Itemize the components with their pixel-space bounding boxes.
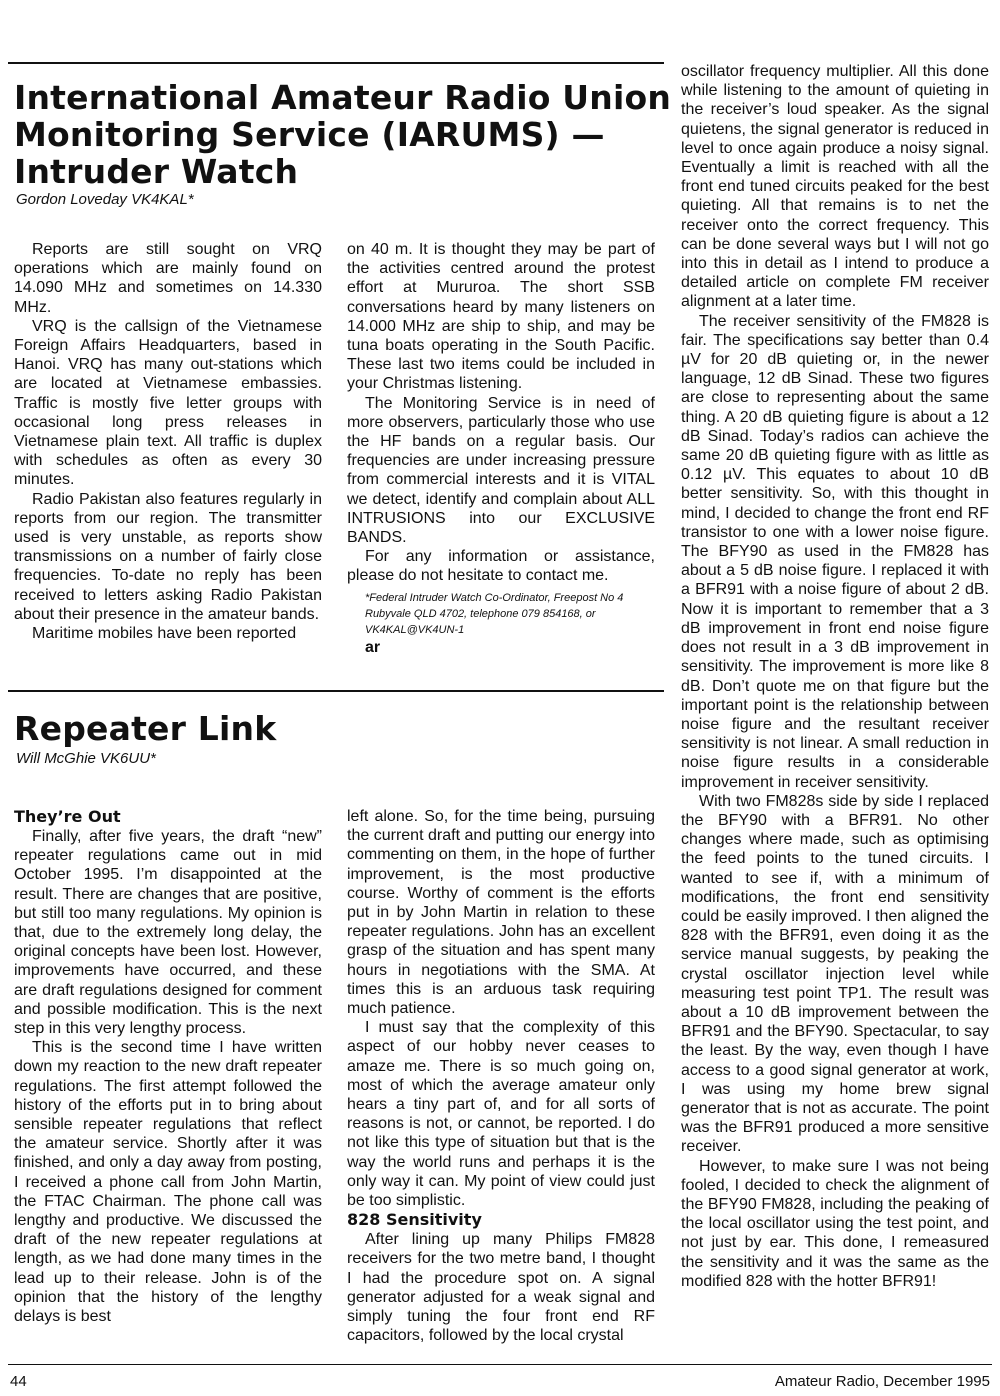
footnote [347,590,655,638]
paragraph: For any information or assistance, please do not hesitate to contact me. [347,548,655,585]
paragraph: With two FM828s side by side I replaced the BFY90 with a BFR91. No other changes where made, such as optimising the feed points to the tuned circuits. I wanted to see if, with a minimum of modifications, the front end sensitivity could be easily improved. I then aligned the 828 with the BFR91, even doing it as the service manual suggests, by peaking the crystal oscillator injection level while measuring test point TP1. The result was about a 10 dB improvement between the BFR91 and the BFY90. Spectacular, to say the least. By the way, even though I have access to a good signal generator at work, I was using my home brew signal generator that is not as accurate. The point was the BFR91 produced a more sensitive receiver. [681,792,989,1156]
section-heading: They’re Out [14,807,121,826]
article2-column-3 [681,62,989,1291]
paragraph: The receiver sensitivity of the FM828 is fair. The specifications say better than 0.4 µV for 20 dB quieting or, in the newer language, 12 dB Sinad. These two figures are close to representing about the same thing. A 20 dB quieting figure is about a 12 dB Sinad. Today’s radios can achieve the same 20 dB quieting figure with as little as 0.12 µV. This equates to about 10 dB better sensitivity. So, with this thought in mind, I decided to change the front end RF transistor to one with a lower noise figure. The BFY90 as used in the FM828 has about a 5 dB noise figure. I replaced it with a BFR91 with a noise figure of about 2 dB. Now it is important to remember that a 3 dB improvement in front end noise figure does not result in a 3 dB improvement in sensitivity. The improvement is more like 8 dB. Don’t quote me on that figure but the important point is the relationship between noise figure and the resultant receiver sensitivity is not linear. A small reduction in noise figure results in a considerable improvement in receiver sensitivity. [681,312,989,791]
paragraph: Finally, after five years, the draft “new” repeater regulations came out in mid October 1995. I’m disappointed at the result. There are changes that are positive, but still too many regulations. My opinion is that, due to the extremely long delay, the original concepts have been lost. However, improvements have occurred, and these are draft regulations designed for comment and possible modification. This is the next step in this very lengthy process. [14,828,322,1038]
article1-title-line: International Amateur Radio Union [14,78,672,117]
article1-column-2 [347,240,655,657]
footer-rule [8,1364,992,1365]
paragraph: However, to make sure I was not being fooled, I decided to check the alignment of the BFY90 FM828, including the peaking of the local oscillator using the test point, and not just by ear. This done, I remeasured the sensitivity and it was the same as the modified 828 with the hotter BFR91! [681,1157,989,1290]
paragraph: After lining up many Philips FM828 receivers for the two metre band, I thought I had the procedure spot on. A signal generator adjusted for a weak signal and simply tuning the four front end RF capacitors, followed by the local crystal [347,1231,655,1345]
paragraph: The Monitoring Service is in need of more observers, particularly those who use the HF bands on a regular basis. Our frequencies are under increasing pressure from commercial interests and it is VITAL we detect, identify and complain about ALL INTRUSIONS into our EXCLUSIVE BANDS. [347,394,655,547]
page-number: 44 [10,1373,27,1390]
article2-byline: Will McGhie VK6UU* [16,750,156,767]
paragraph: Radio Pakistan also features regularly in reports from our region. The transmitter used is very unstable, as reports show transmissions on a number of fairly close frequencies. To-date no reply has been received to letters asking Radio Pakistan about their presence in the amateur bands. [14,490,322,623]
paragraph: left alone. So, for the time being, pursuing the current draft and putting our energy into commenting on them, in the hope of further improvement, is the most productive course. Worthy of comment is the efforts put in by John Martin in relation to these repeater regulations. John has an excellent grasp of the situation and has spent many hours in negotiations with the SMA. At times this is an arduous task requiring much patience. [347,808,655,1018]
article1-title-line: Monitoring Service (IARUMS) — [14,115,605,154]
paragraph: This is the second time I have written down my reaction to the new draft repeater regulations. The first attempt followed the history of the efforts put in to bring about sensible repeater regulations that reflect the amateur service. Shortly after it was finished, and only a day away from posting, I received a phone call from John Martin, the FTAC Chairman. The phone call was lengthy and productive. We discussed the draft of the new repeater regulations at length, as we had done many times in the lead up to their release. John is of the opinion that the history of the lengthy delays is best [14,1039,322,1326]
article1-column-1 [14,240,322,643]
article1-title [14,79,671,190]
article2-column-1 [14,807,322,1326]
article1-title-line: Intruder Watch [14,152,299,191]
publication-footer: Amateur Radio, December 1995 [774,1373,990,1390]
paragraph: I must say that the complexity of this aspect of our hobby never ceases to amaze me. There is so much going on, most of which the average amateur only hears a tiny part of, and for all sorts of reasons is not, or cannot, be reported. I do not like this type of situation but that is the way the world runs and perhaps it is the only way it can. My point of view could just be too simplistic. [347,1019,655,1210]
article1-byline: Gordon Loveday VK4KAL* [16,191,194,208]
footnote-line: VK4KAL@VK4UN-1 [365,623,465,636]
paragraph: Maritime mobiles have been reported [32,625,297,643]
article2-title: Repeater Link [14,709,277,748]
end-mark: ar [365,638,381,656]
section-rule [8,690,664,692]
paragraph: on 40 m. It is thought they may be part of the activities centred around the protest effort at Mururoa. The short SSB conversations heard by many listeners on 14.000 MHz are ship to ship, and may be tuna boats operating in the South Pacific. These last two items could be included in your Christmas listening. [347,241,655,393]
footnote-line: Rubyvale QLD 4702, telephone 079 854168, or [365,607,596,620]
footnote-line: *Federal Intruder Watch Co-Ordinator, Freepost No 4 [365,591,624,604]
section-heading: 828 Sensitivity [347,1210,482,1230]
top-rule [8,62,664,64]
paragraph: VRQ is the callsign of the Vietnamese Foreign Affairs Headquarters, based in Hanoi. VRQ has many out-stations which are located at Vietnamese embassies. Traffic is mostly five letter groups with occasional long press releases in Vietnamese plain text. All traffic is duplex with schedules as often as every 30 minutes. [14,317,322,489]
paragraph: Reports are still sought on VRQ operations which are mainly found on 14.090 MHz and sometimes on 14.330 MHz. [14,241,322,316]
article2-column-2 [347,807,655,1345]
paragraph: oscillator frequency multiplier. All this done while listening to the amount of quieting in the receiver’s loud speaker. As the signal quietens, the signal generator is reduced in level to once again produce a noisy signal. Eventually a limit is reached with all the front end tuned circuits peaked for the best quieting. All that remains is to net the receiver onto the correct frequency. This can be done several ways but I will not go into this in detail as I intend to produce a detailed article on complete FM receiver alignment at a later time. [681,63,989,311]
